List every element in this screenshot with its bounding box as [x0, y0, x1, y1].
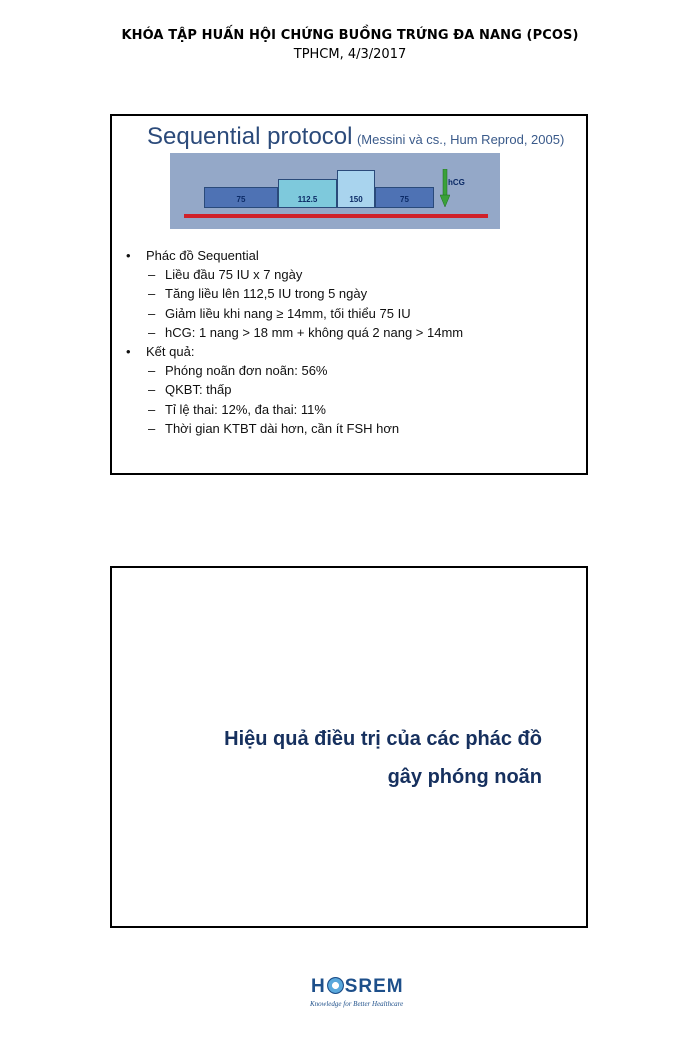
- sub-bullet-item: – hCG: 1 nang > 18 mm + không quá 2 nang > 14mm: [124, 323, 463, 342]
- document-title: KHÓA TẬP HUẤN HỘI CHỨNG BUỒNG TRỨNG ĐA NANG (PCOS): [121, 28, 579, 43]
- hcg-label: hCG: [448, 178, 465, 187]
- slide-title-main: Sequential protocol: [147, 123, 353, 150]
- sub-bullet-item: – Giảm liều khi nang ≥ 14mm, tối thiểu 75 IU: [124, 304, 463, 323]
- section-heading: [224, 720, 542, 796]
- sub-bullet-item: – QKBT: thấp: [124, 380, 463, 399]
- document-subtitle: TPHCM, 4/3/2017: [293, 47, 407, 62]
- logo-tagline: Knowledge for Better Healthcare: [310, 1000, 404, 1008]
- globe-icon: [327, 977, 344, 994]
- logo-wordmark: [311, 976, 404, 998]
- bullet-item: • Kết quả:: [124, 342, 463, 361]
- bullet-item: • Phác đồ Sequential: [124, 246, 463, 265]
- timeline-line: [184, 214, 488, 218]
- section-heading-line2: gây phóng noãn: [387, 766, 542, 788]
- logo-wordmark-left: H: [311, 976, 326, 997]
- sub-bullet-item: – Liều đầu 75 IU x 7 ngày: [124, 265, 463, 284]
- dose-bar-112-5: 112.5: [278, 179, 337, 208]
- hcg-arrow-icon: [440, 169, 450, 207]
- slide-sequential-protocol: [110, 114, 588, 475]
- dose-bar-75-start: 75: [204, 187, 278, 208]
- sub-bullet-item: – Thời gian KTBT dài hơn, cần ít FSH hơn: [124, 419, 463, 438]
- sub-bullet-item: – Tăng liều lên 112,5 IU trong 5 ngày: [124, 284, 463, 303]
- slide-section-heading: [110, 566, 588, 928]
- document-header: [0, 28, 700, 62]
- dosing-diagram: [170, 153, 500, 229]
- slide-title-citation: (Messini và cs., Hum Reprod, 2005): [356, 132, 565, 147]
- logo-wordmark-right: SREM: [344, 976, 404, 997]
- hosrem-logo: [300, 976, 420, 1014]
- sub-bullet-item: – Tỉ lệ thai: 12%, đa thai: 11%: [124, 400, 463, 419]
- section-heading-line1: Hiệu quả điều trị của các phác đồ: [224, 728, 542, 750]
- bullet-list: [124, 246, 463, 438]
- sub-bullet-item: – Phóng noãn đơn noãn: 56%: [124, 361, 463, 380]
- slide-title: [147, 123, 564, 151]
- dose-bar-150: 150: [337, 170, 375, 208]
- dose-bar-75-end: 75: [375, 187, 434, 208]
